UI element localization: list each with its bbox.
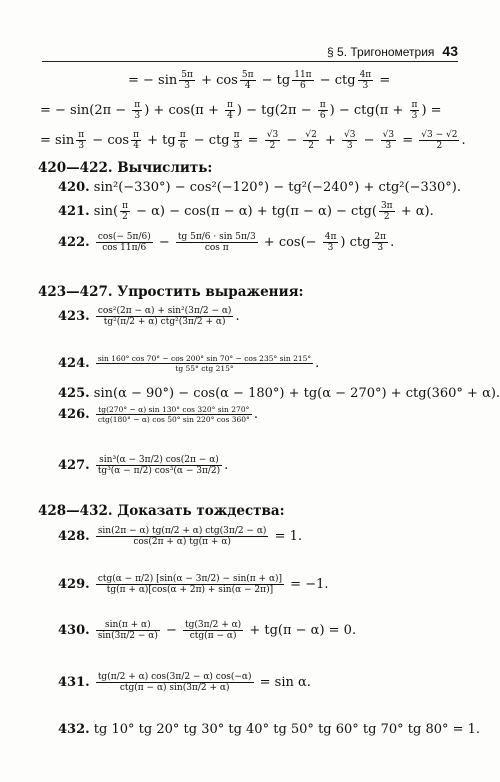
problem-number: 422. bbox=[58, 235, 90, 250]
problem-number: 432. bbox=[58, 722, 90, 737]
problem-number: 426. bbox=[58, 407, 90, 422]
problem-number: 425. bbox=[58, 386, 90, 401]
problem-423: 423. $\frac{\text{cos²(2π − α) + sin²(3π/2 − α)}}{\text{tg²(π/2 + α) ctg²(3π/2 + α)}}$ . bbox=[58, 306, 240, 327]
problem-number: 431. bbox=[58, 675, 90, 690]
problem-number: 427. bbox=[58, 458, 90, 473]
section-title: § 5. Тригонометрия bbox=[327, 45, 435, 59]
problem-number: 424. bbox=[58, 356, 90, 371]
problem-424: 424. $\frac{\sin 160^\circ \cos 70^\circ - \cos 200^\circ \sin 70^\circ - \cos 235^\circ \sin 215^\circ}{\text{tg 55° ctg 215°}}$ . bbox=[58, 354, 320, 373]
solution-line-2: = − sin(2π − $\frac{\pi}{3}$ ) + cos(π + $\frac{\pi}{4}$ ) − tg(2π − $\frac{\pi}{6}$ ) − ctg(π + $\frac{\pi}{3}$ ) = bbox=[40, 100, 442, 121]
problem-number: 421. bbox=[58, 204, 90, 219]
header-rule bbox=[42, 61, 458, 62]
problem-430: 430. $\frac{\sin(\pi + \alpha)}{\sin(3\pi/2 - \alpha)}$ − $\frac{tg(3\pi/2 + \alpha)}{\text{ctg(π − α)}}$ + tg(π − α) = 0. bbox=[58, 620, 357, 641]
problem-426: 426. $\frac{tg(270^\circ - \alpha) \sin 130^\circ \cos 320^\circ \sin 270^\circ}{\text{ctg(180° − α) cos 50° sin 220° cos 360°}}$ . bbox=[58, 405, 258, 424]
page-header bbox=[42, 43, 458, 59]
problem-number: 430. bbox=[58, 623, 90, 638]
problem-421: 421. sin( $\frac{\pi}{2}$ − α) − cos(π − α) + tg(π − α) − ctg( $\frac{3\pi}{2}$ + α). bbox=[58, 201, 434, 222]
problem-431: 431. $\frac{tg(\pi/2 + \alpha) \cos(3\pi/2 - \alpha) \cos(-\alpha)}{\text{ctg(π − α) sin(3π/2 + α)}}$ = sin α. bbox=[58, 672, 311, 693]
problem-425: 425. sin(α − 90°) − cos(α − 180°) + tg(α − 270°) + ctg(360° + α). bbox=[58, 386, 500, 401]
problem-number: 423. bbox=[58, 309, 90, 324]
heading-428-432: 428—432. Доказать тождества: bbox=[38, 503, 285, 519]
problem-429: 429. $\frac{\text{ctg(α − π/2) [sin(α − 3π/2) − sin(π + α)]}}{tg(\pi + \alpha)[\cos(\alpha + 2\pi) + \sin(\alpha - 2\pi)]}$ = −1. bbox=[58, 574, 329, 595]
problem-number: 429. bbox=[58, 577, 90, 592]
page-number: 43 bbox=[442, 43, 458, 59]
problem-number: 428. bbox=[58, 529, 90, 544]
problem-number: 420. bbox=[58, 180, 90, 195]
problem-420: 420. sin²(−330°) − cos²(−120°) − tg²(−240°) + ctg²(−330°). bbox=[58, 180, 462, 195]
solution-line-3: = sin $\frac{\pi}{3}$ − cos $\frac{\pi}{4}$ + tg $\frac{\pi}{6}$ − ctg $\frac{\pi}{3}$ = $\frac{√3}{2}$ − $\frac{√2}{2}$ + $\frac{√3}{3}$ − $\frac{√3}{3}$ = $\frac{√3 - √2}{2}$ . bbox=[40, 130, 466, 151]
problem-427: 427. $\frac{\text{sin³(α − 3π/2) cos(2π − α)}}{\text{tg³(α − π/2) cos³(α − 3π/2)}}$ . bbox=[58, 455, 229, 476]
heading-420-422: 420—422. Вычислить: bbox=[38, 160, 213, 176]
problem-428: 428. $\frac{\text{sin(2π − α) tg(π/2 + α) ctg(3π/2 − α)}}{\cos(2\pi + \alpha) tg(\pi + \alpha)}$ = 1. bbox=[58, 526, 302, 547]
problem-432: 432. tg 10° tg 20° tg 30° tg 40° tg 50° tg 60° tg 70° tg 80° = 1. bbox=[58, 722, 481, 737]
solution-line-1: = − sin $\frac{5\pi}{3}$ + cos $\frac{5\pi}{4}$ − tg $\frac{11\pi}{6}$ − ctg $\frac{4\pi}{3}$ = bbox=[128, 70, 391, 91]
heading-423-427: 423—427. Упростить выражения: bbox=[38, 284, 304, 300]
problem-422: 422. $\frac{\cos(- 5\pi/6)}{\cos 11\pi/6}$ − $\frac{tg 5\pi/6 \cdot \sin 5\pi/3}{\text{cos π}}$ + cos(− $\frac{4\pi}{3}$ ) ctg $\frac{2\pi}{3}$ . bbox=[58, 232, 395, 253]
